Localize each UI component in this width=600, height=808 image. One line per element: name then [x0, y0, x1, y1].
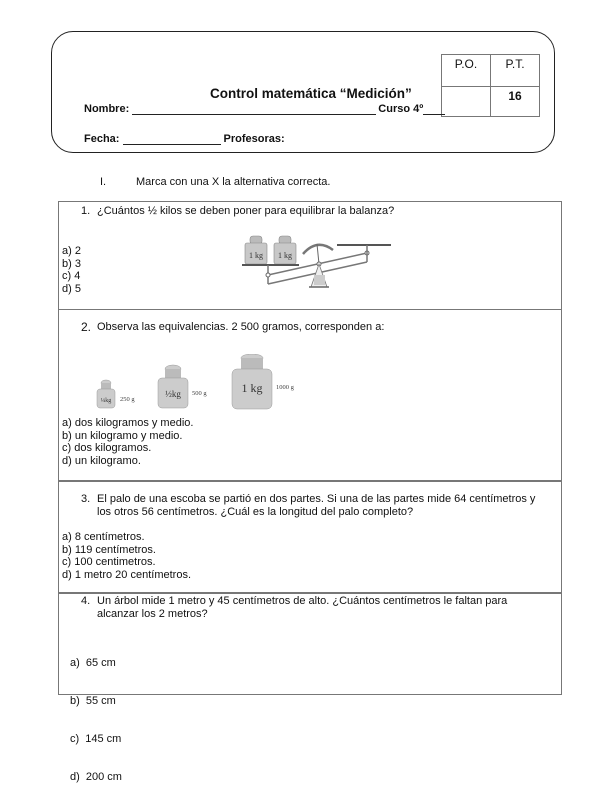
score-value-po[interactable]: [442, 87, 491, 117]
question-number: 3.: [81, 493, 91, 505]
question-number: 1.: [81, 205, 91, 217]
question-3-text: 3. El palo de una escoba se partió en dos partes. Si una de las partes mide 64 centímetros y los otros 56 centímetros. ¿Cuál es la longitud del palo completo?: [81, 493, 536, 518]
question-4: [58, 593, 562, 783]
option-b[interactable]: b) 55 cm: [70, 694, 116, 707]
option-b[interactable]: b) 119 centímetros.: [62, 543, 156, 556]
option-c[interactable]: c) 100 centimetros.: [62, 556, 156, 569]
option-b[interactable]: b) 3: [62, 257, 81, 270]
option-a[interactable]: a) 2: [62, 245, 81, 257]
weight-1kg-icon: [274, 236, 296, 264]
question-1-text: 1. ¿Cuántos ½ kilos se deben poner para equilibrar la balanza?: [81, 205, 395, 217]
curso-field[interactable]: [423, 103, 445, 115]
instruction: [100, 176, 330, 188]
option-d[interactable]: d) 5: [62, 282, 81, 295]
profesoras-label: Profesoras: [223, 133, 282, 145]
svg-text:¼kg: ¼kg: [100, 398, 112, 404]
option-d[interactable]: d) 1 metro 20 centímetros.: [62, 568, 191, 581]
score-table: [441, 54, 540, 117]
question-4-text: 4. Un árbol mide 1 metro y 45 centímetros de alto. ¿Cuántos centímetros le faltan para alcanzar los 2 metros?: [81, 595, 508, 620]
svg-text:½kg: ½kg: [165, 389, 181, 399]
instruction-number: I.: [100, 176, 107, 188]
question-3: [58, 481, 562, 593]
option-d[interactable]: d) un kilogramo.: [62, 454, 141, 467]
question-2-text: 2. Observa las equivalencias. 2 500 gramos, corresponden a:: [81, 320, 385, 334]
question-number: 2.: [81, 320, 92, 334]
instruction-text: Marca con una X la alternativa correcta.: [136, 176, 331, 188]
nombre-field[interactable]: [132, 103, 376, 115]
option-d[interactable]: d) 200 cm: [70, 770, 122, 783]
svg-text:1 kg: 1 kg: [241, 381, 263, 395]
score-header-po: P.O.: [442, 55, 491, 87]
option-c[interactable]: c) dos kilogramos.: [62, 442, 152, 455]
fecha-row: Fecha : Profesoras :: [84, 133, 285, 145]
weight-1kg-icon: [245, 236, 267, 264]
curso-label: Curso 4º: [378, 103, 424, 115]
weight-label: 1 kg: [278, 251, 292, 260]
option-c[interactable]: c) 145 cm: [70, 732, 122, 745]
nombre-label: Nombre: [84, 103, 126, 115]
weight-quarter-kg-icon: [97, 380, 115, 408]
question-4-options: [70, 632, 122, 808]
weight-half-kg-icon: [158, 365, 188, 408]
weights-equivalence-figure: [94, 354, 334, 414]
weight-1kg-icon: [232, 354, 272, 409]
question-1: [58, 201, 562, 310]
option-b[interactable]: b) un kilogramo y medio.: [62, 429, 183, 442]
question-2: [58, 309, 562, 481]
balance-scale-icon: [239, 232, 399, 297]
weight-equivalence-label: 500 g: [192, 390, 207, 397]
question-3-options: [62, 531, 191, 581]
weight-equivalence-label: 1000 g: [276, 384, 294, 391]
fecha-field[interactable]: [123, 133, 221, 145]
weight-label: 1 kg: [249, 251, 263, 260]
option-c[interactable]: c) 4: [62, 270, 81, 283]
question-number: 4.: [81, 595, 91, 607]
question-2-options: [62, 417, 193, 467]
fecha-label: Fecha: [84, 133, 116, 145]
weight-equivalence-label: 250 g: [120, 396, 135, 403]
option-a[interactable]: a) dos kilogramos y medio.: [62, 417, 194, 429]
nombre-row: Nombre : Curso 4º: [84, 103, 445, 115]
score-value-pt: 16: [491, 87, 540, 117]
option-a[interactable]: a) 65 cm: [70, 657, 116, 670]
option-a[interactable]: a) 8 centímetros.: [62, 531, 145, 543]
score-header-pt: P.T.: [491, 55, 540, 87]
page-title: Control matemática “Medición”: [210, 86, 412, 101]
question-1-options: [62, 245, 81, 295]
